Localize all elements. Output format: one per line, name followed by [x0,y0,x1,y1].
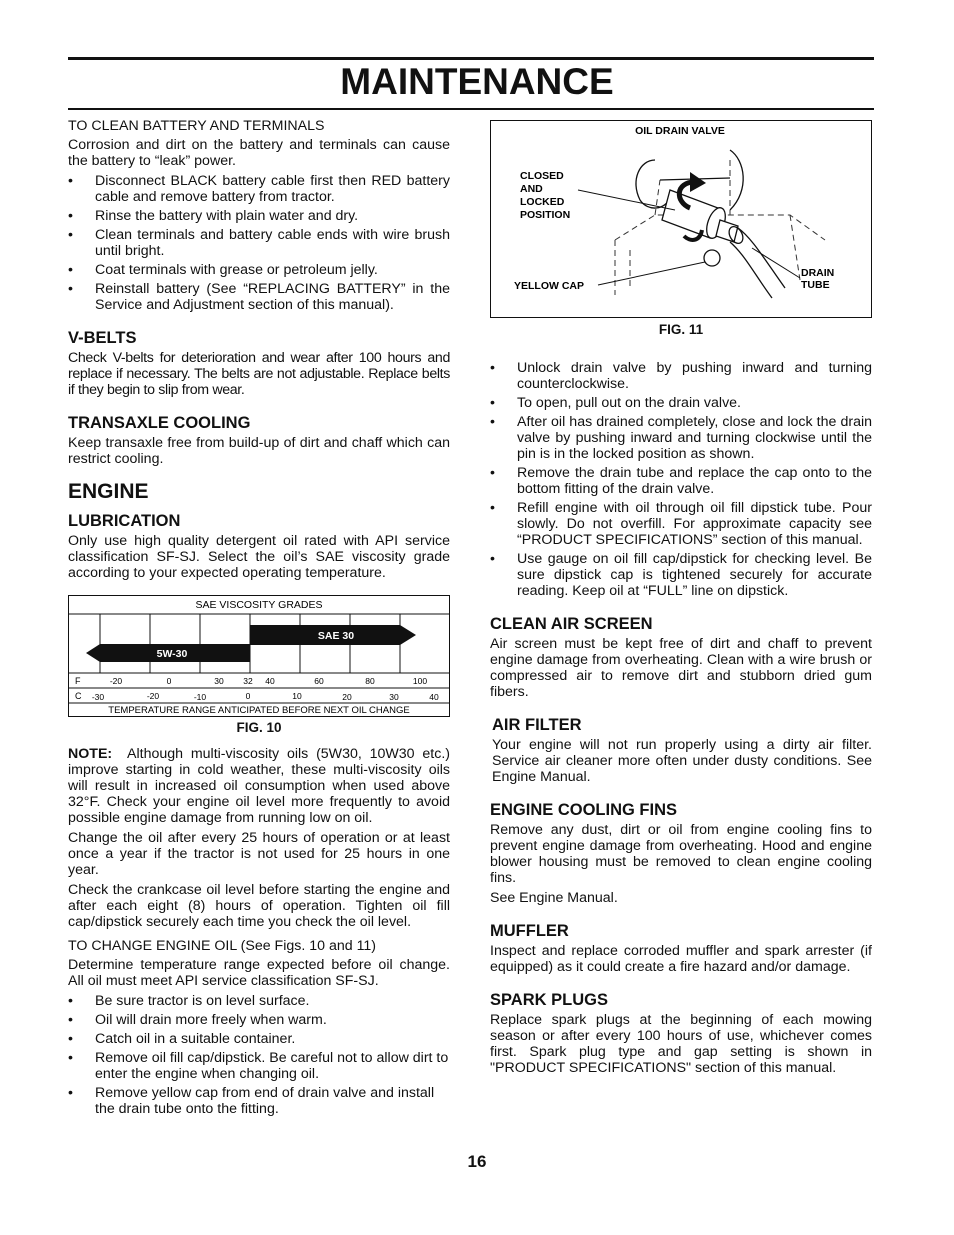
chart-title: SAE VISCOSITY GRADES [195,599,323,611]
drain-valve-svg [490,120,872,318]
list-item: • Use gauge on oil fill cap/dipstick for checking level. Be sure dipstick cap is tightened securely for accurate reading. Keep oil at “FULL” line on dipstick. [490,551,872,599]
spark-plugs-heading: SPARK PLUGS [490,991,608,1009]
note-paragraph [68,746,450,826]
c-scale-label: C [75,691,82,701]
list-item: • Catch oil in a suitable container. [68,1031,450,1047]
viscosity-chart-svg [68,595,450,717]
muffler-text: Inspect and replace corroded muffler and spark arrester (if equipped) as it could create a fire hazard and/or damage. [490,943,872,975]
c-tick: -10 [193,692,207,702]
list-item: • Disconnect BLACK battery cable first then RED battery cable and remove battery from tractor. [68,173,450,205]
cooling-fins-heading: ENGINE COOLING FINS [490,801,678,819]
note-label: NOTE: [68,746,113,762]
list-item: • Unlock drain valve by pushing inward and turning counterclockwise. [490,360,872,392]
battery-bullets [68,173,450,313]
transaxle-heading: TRANSAXLE COOLING [68,414,251,432]
f-tick: 0 [166,676,172,686]
c-tick: 10 [292,691,302,701]
list-item: • To open, pull out on the drain valve. [490,395,872,411]
air-filter-text: Your engine will not run properly using a dirty air filter. Service air cleaner more often under dusty conditions. See Engine Manual. [492,737,872,785]
closed-label: AND [520,183,543,195]
battery-heading: TO CLEAN BATTERY AND TERMINALS [68,118,325,134]
list-item: • After oil has drained completely, close and lock the drain valve by pushing inward and turning clockwise until the pin is in the locked position as shown. [490,414,872,462]
list-item: • Remove oil fill cap/dipstick. Be careful not to allow dirt to enter the engine when changing oil. [68,1050,450,1082]
change-oil-heading: TO CHANGE ENGINE OIL (See Figs. 10 and 11) [68,938,377,954]
lubrication-heading: LUBRICATION [68,512,181,530]
drain-tube-label: TUBE [801,279,830,291]
sae30-label: SAE 30 [317,630,355,642]
list-item: • Coat terminals with grease or petroleum jelly. [68,262,450,278]
page-title: MAINTENANCE [340,61,614,102]
list-item: • Remove the drain tube and replace the cap onto to the bottom fitting of the drain valve. [490,465,872,497]
oil-drain-valve-label: OIL DRAIN VALVE [635,125,725,137]
f-scale-label: F [75,676,81,686]
list-item: • Oil will drain more freely when warm. [68,1012,450,1028]
f-tick: 100 [412,676,428,686]
chart-footer: TEMPERATURE RANGE ANTICIPATED BEFORE NEXT OIL CHANGE [108,705,410,716]
f-tick: 40 [265,676,275,686]
muffler-heading: MUFFLER [490,922,569,940]
f-tick: 30 [214,676,224,686]
check-oil-text: Check the crankcase oil level before starting the engine and after each eight (8) hours of operation. Tighten oil fill cap/dipstick securely each time you check the oil level. [68,882,450,930]
closed-label: CLOSED [520,170,564,182]
f-tick: 60 [314,676,324,686]
cooling-fins-text: Remove any dust, dirt or oil from engine cooling fins to prevent engine damage from overheating. Hood and engine blower housing must be removed to clean engine cooling fins. [490,822,872,886]
list-item: • Be sure tractor is on level surface. [68,993,450,1009]
c-tick: 20 [342,692,352,702]
list-item: • Remove yellow cap from end of drain valve and install the drain tube onto the fitting. [68,1085,450,1117]
air-filter-heading: AIR FILTER [492,716,582,734]
f-tick: 32 [243,676,253,686]
c-tick: 40 [429,692,439,702]
f-tick: 80 [365,676,375,686]
transaxle-text: Keep transaxle free from build-up of dirt and chaff which can restrict cooling. [68,435,450,467]
yellow-cap-label: YELLOW CAP [514,280,584,292]
closed-label: POSITION [520,209,571,221]
lubrication-text: Only use high quality detergent oil rated with API service classification SF-SJ. Select the oil’s SAE viscosity grade according to your expected operating temperature. [68,533,450,581]
drain-bullets [490,360,872,599]
cooling-fins-see: See Engine Manual. [490,890,618,906]
change-oil-bullets [68,993,450,1117]
f-tick: -20 [109,676,123,686]
closed-label: LOCKED [520,196,565,208]
list-item: • Rinse the battery with plain water and dry. [68,208,450,224]
air-screen-text: Air screen must be kept free of dirt and chaff to prevent engine damage from overheating. Clean with a wire brush or compressed air to remove dirt and stubborn dried gum fibers. [490,636,872,700]
engine-heading: ENGINE [68,480,149,503]
page-number: 16 [467,1152,487,1171]
w530-label: 5W-30 [156,648,188,660]
left-column [68,118,450,1121]
c-tick: -20 [146,691,160,701]
c-tick: 0 [245,691,251,701]
c-tick: -30 [91,692,105,702]
vbelts-heading: V-BELTS [68,329,137,347]
right-column [490,120,872,1080]
determine-text: Determine temperature range expected before oil change. All oil must meet API service classification SF-SJ. [68,957,450,989]
c-tick: 30 [389,692,399,702]
spark-plugs-text: Replace spark plugs at the beginning of each mowing season or after every 100 hours of use, whichever comes first. Spark plug type and gap setting is shown in "PRODUCT SPECIFICATIONS" section of this manual. [490,1012,872,1076]
drain-valve-figure [490,120,872,318]
header-rule-bottom [68,108,874,110]
viscosity-chart [68,595,450,715]
list-item: • Clean terminals and battery cable ends with wire brush until bright. [68,227,450,259]
air-screen-heading: CLEAN AIR SCREEN [490,615,653,633]
change-oil-text: Change the oil after every 25 hours of operation or at least once a year if the tractor is not used for 25 hours in one year. [68,830,450,878]
vbelts-text: Check V-belts for deterioration and wear after 100 hours and replace if necessary. The belts are not adjustable. Replace belts if they begin to slip from wear. [68,350,450,398]
note-text: Although multi-viscosity oils (5W30, 10W30 etc.) improve starting in cold weather, these multi-viscosity oils will result in increased oil consumption when used above 32°F. Check your engine oil level more frequently to avoid possible engine damage from running low on oil. [68,746,450,826]
battery-intro: Corrosion and dirt on the battery and terminals can cause the battery to “leak” power. [68,137,450,169]
fig11-caption: FIG. 11 [658,322,704,337]
list-item: • Refill engine with oil through oil fill dipstick tube. Pour slowly. Do not overfill. For approximate capacity see “PRODUCT SPECIFICATIONS” section of this manual. [490,500,872,548]
drain-tube-label: DRAIN [801,267,835,279]
list-item: • Reinstall battery (See “REPLACING BATTERY” in the Service and Adjustment section of this manual). [68,281,450,313]
fig10-caption: FIG. 10 [236,720,282,735]
